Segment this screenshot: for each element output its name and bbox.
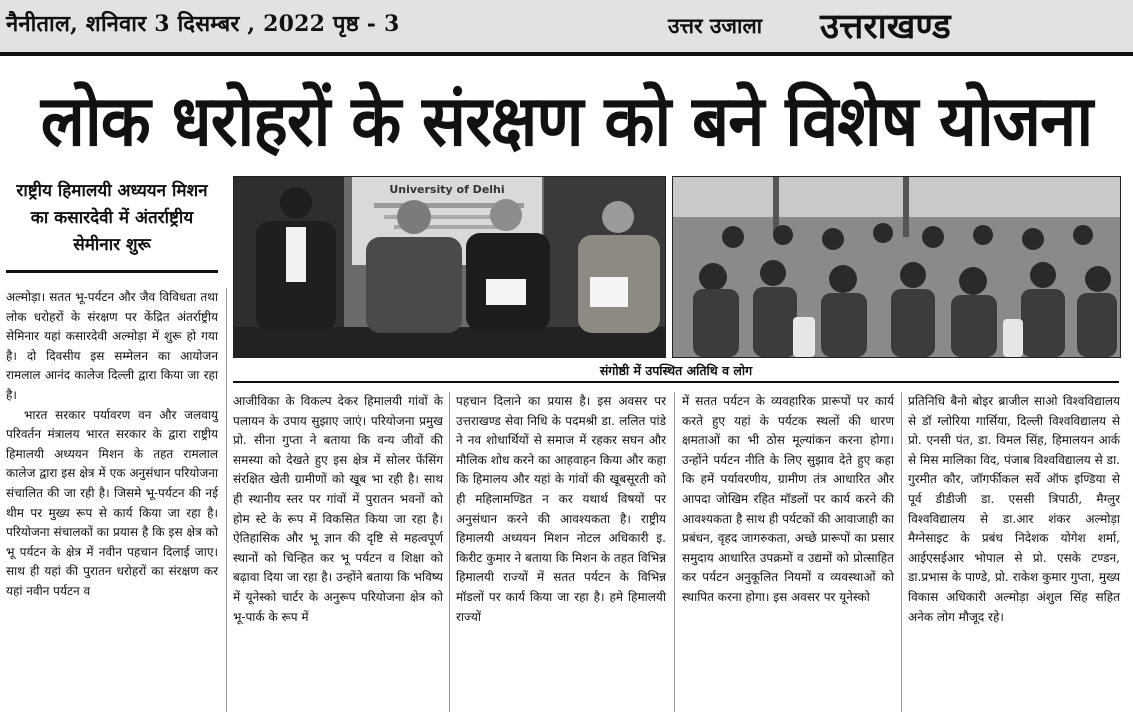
article-column-4 xyxy=(682,392,894,608)
article-paragraph: पहचान दिलाने का प्रयास है। इस अवसर पर उत्तराखण्ड सेवा निधि के पदमश्री डा. ललित पांडे ने नव शोधार्थियों से समाज में रहकर सघन और मौलिक शोध करने का आहवाहन किया और कहा कि हिमालय और यहां के गांवों की खूबसूरती को ही महिलामण्डित न कर यथार्थ विषयों पर अनुसंधान करने की आवश्यकता है। राष्ट्रीय हिमालयी अध्ययन मिशन नोटल अधिकारी इ. किरीट कुमार ने बताया कि मिशन के तहत विभिन्न हिमालयी राज्यों में सतत पर्यटन के विभिन्न मॉडलों पर कार्य किया जा रहा है। हमे हिमालयी राज्यों xyxy=(456,394,666,624)
photo-dignitaries-illustration xyxy=(234,177,665,357)
headline: लोक धरोहरों के संरक्षण को बने विशेष योजना xyxy=(40,80,1093,162)
article-column-5 xyxy=(908,392,1120,627)
column-divider xyxy=(901,392,902,712)
column-divider xyxy=(449,392,450,712)
section-title: उत्तराखण्ड xyxy=(820,7,951,47)
dateline: नैनीताल, शनिवार 3 दिसम्बर , 2022 पृष्ठ - 3 xyxy=(6,11,400,37)
photo-audience-illustration xyxy=(673,177,1120,357)
subheadline: राष्ट्रीय हिमालयी अध्ययन मिशन का कसारदेवी में अंतर्राष्ट्रीय सेमीनार शुरू xyxy=(16,181,208,255)
article-paragraph: में सतत पर्यटन के व्यवहारिक प्रारूपों पर कार्य करते हुए यहां के पर्यटक स्थलों की धारण क्षमताओं का भी ठोस मूल्यांकन करना होगा। उन्होंने पर्यटन नीति के लिए सुझाव देते हुए कहा कि हमें पर्यावरणीय, ग्रामीण तंत्र आधारित और आपदा जोखिम रहित मॉडलों पर कार्य करने की आवश्यकता है साथ ही पर्यटकों की आवाजाही का प्रबंधन, वृहद जागरुकता, अच्छे प्रारूपों का प्रसार समुदाय आधारित उपक्रमों व उद्यमों को प्रोत्साहित कर पर्यटन अनुकूलित नियमों व व्यवस्थाओं को स्थापित करना होगा। इस अवसर पर यूनेस्को xyxy=(682,394,894,604)
article-paragraph: अल्मोड़ा। सतत भू-पर्यटन और जैव विविधता तथा लोक धरोहरों के संरक्षण पर केंद्रित अंतर्राष्ट्रीय सेमिनार यहां कसारदेवी अल्मोड़ा में शुरू हो गया है। दो दिवसीय इस सम्मेलन का आयोजन रामलाल आनंद कालेज दिल्ली द्वारा किया जा रहा है। xyxy=(6,290,218,402)
article-column-2 xyxy=(233,392,443,627)
photo-dignitaries xyxy=(233,176,666,358)
masthead-rule xyxy=(0,52,1133,56)
banner-text: University of Delhi xyxy=(389,183,505,196)
article-paragraph: प्रतिनिधि बैनो बोइर ब्राजील साओ विश्वविद्यालय से डॉ ग्लोरिया गार्सिया, दिल्ली विश्वविद्यालय से प्रो. एनसी पंत, डा. विमल सिंह, हिमालयन आर्क से मिस मालिका विद, पंजाब विश्वविद्यालय से डा. गुरमीत कौर, जॉगर्फीकल सर्वे ऑफ इण्डिया से पूर्व डीडीजी डा. एससी त्रिपाठी, मैग्लुर विश्वविद्यालय से डा.आर शंकर अल्मोड़ा मैग्नेसाइट के प्रबंध निदेशक योगेश शर्मा, आईएसईआर भोपाल से प्रो. एसके टण्डन, डा.प्रभास के पाण्डे, प्रो. राकेश कुमार गुप्ता, मुख्य विकास अधिकारी अल्मोड़ा अंशुल सिंह सहित अनेक लोग मौजूद रहे। xyxy=(908,394,1120,624)
article-paragraph: भारत सरकार पर्यावरण वन और जलवायु परिवर्तन मंत्रालय भारत सरकार के द्वारा राष्ट्रीय हिमालयी अध्ययन मिशन के तहत रामलाल कालेज द्वारा इस क्षेत्र में एक अनुसंधान परियोजना संचालित की जा रही है। जिसमे भू-पर्यटन की नई थीम पर मुख्य रूप से कार्य किया जा रहा है। परियोजना संचालकों का प्रयास है कि इस क्षेत्र को भू पर्यटन के क्षेत्र में नवीन पहचान दिलाई जाए। साथ ही यहां की पुरातन धरोहरों का संरक्षण कर यहां नवीन पर्यटन व xyxy=(6,407,218,598)
article-column-1 xyxy=(6,288,218,602)
caption-rule xyxy=(233,381,1119,383)
column-divider xyxy=(226,288,227,712)
column-divider xyxy=(674,392,675,712)
article-paragraph: आजीविका के विकल्प देकर हिमालयी गांवों के पलायन के उपाय सुझाए जाएं। परियोजना प्रमुख प्रो. सीना गुप्ता ने बताया कि वन्य जीवों की समस्या को देखते हुए इस क्षेत्र में सोलर फेंसिंग संरक्षित खेती ग्रामीणों को खूब भा रही है। साथ ही स्थानीय स्तर पर गांवों में पुरातन भवनों को होम स्टे के रूप में विकसित किया जा रहा है। ऐतिहासिक और भू ज्ञान की दृष्टि से महत्वपूर्ण स्थानों को चिन्हित कर भू पर्यटन व शिक्षा को बढ़ावा दिया जा रहा है। उन्होंने बताया कि भविष्य में यूनेस्को चार्टर के अनुरूप परियोजना क्षेत्र को भू-पार्क के रूप में xyxy=(233,394,443,624)
subheadline-rule xyxy=(6,270,218,273)
masthead xyxy=(0,0,1133,52)
photo-audience xyxy=(672,176,1121,358)
paper-name: उत्तर उजाला xyxy=(668,13,763,38)
article-column-3 xyxy=(456,392,666,627)
photo-caption: संगोष्ठी में उपस्थित अतिथि व लोग xyxy=(599,363,753,378)
